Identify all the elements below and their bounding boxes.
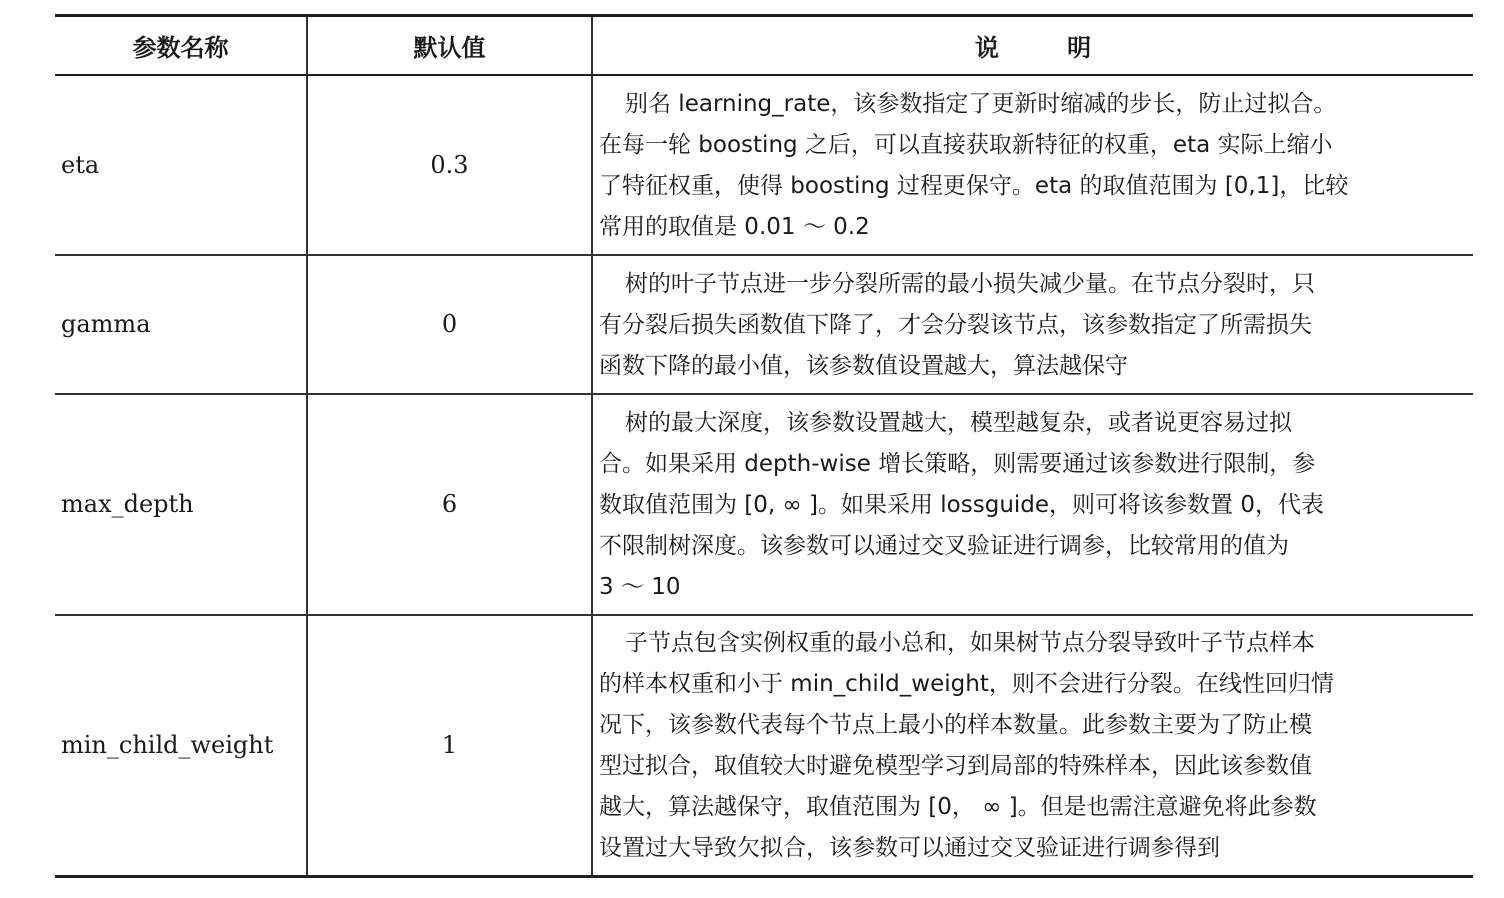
header-default-value: 默认值	[307, 16, 592, 75]
description-line: 别名 learning_rate，该参数指定了更新时缩减的步长，防止过拟合。	[625, 90, 1337, 117]
description-line: 有分裂后损失函数值下降了，才会分裂该节点，该参数指定了所需损失	[599, 311, 1312, 338]
description-line: 的样本权重和小于 min_child_weight，则不会进行分裂。在线性回归情	[599, 671, 1334, 698]
param-name-cell: eta	[55, 75, 307, 255]
description-line: 不限制树深度。该参数可以通过交叉验证进行调参，比较常用的值为	[599, 532, 1289, 559]
header-description: 说 明	[592, 16, 1473, 75]
default-value-cell: 1	[307, 615, 592, 877]
description-line: 数取值范围为 [0, ∞ ]。如果采用 lossguide，则可将该参数置 0，代表	[599, 491, 1324, 518]
param-name-cell: gamma	[55, 255, 307, 394]
description-line: 越大，算法越保守，取值范围为 [0， ∞ ]。但是也需注意避免将此参数	[599, 794, 1317, 821]
description-line: 函数下降的最小值，该参数值设置越大，算法越保守	[599, 352, 1128, 379]
description-line: 树的最大深度，该参数设置越大，模型越复杂，或者说更容易过拟	[625, 409, 1292, 436]
description-line: 3 ～ 10	[599, 573, 681, 600]
header-param-name: 参数名称	[55, 16, 307, 75]
description-line: 设置过大导致欠拟合，该参数可以通过交叉验证进行调参得到	[599, 835, 1220, 862]
parameter-table	[55, 14, 1473, 878]
default-value-cell: 0	[307, 255, 592, 394]
param-name-cell: max_depth	[55, 394, 307, 615]
table-row	[55, 394, 1473, 615]
description-line: 合。如果采用 depth-wise 增长策略，则需要通过该参数进行限制，参	[599, 450, 1316, 477]
description-line: 常用的取值是 0.01 ～ 0.2	[599, 213, 870, 240]
default-value-cell: 0.3	[307, 75, 592, 255]
table-row	[55, 255, 1473, 394]
description-cell	[592, 615, 1473, 877]
description-cell	[592, 255, 1473, 394]
param-name-cell: min_child_weight	[55, 615, 307, 877]
description-cell	[592, 394, 1473, 615]
table-row	[55, 75, 1473, 255]
description-cell	[592, 75, 1473, 255]
description-line: 树的叶子节点进一步分裂所需的最小损失减少量。在节点分裂时，只	[625, 270, 1315, 297]
description-line: 况下，该参数代表每个节点上最小的样本数量。此参数主要为了防止模	[599, 712, 1312, 739]
table-header-row	[55, 16, 1473, 75]
description-line: 在每一轮 boosting 之后，可以直接获取新特征的权重，eta 实际上缩小	[599, 131, 1333, 158]
description-line: 型过拟合，取值较大时避免模型学习到局部的特殊样本，因此该参数值	[599, 753, 1312, 780]
table-row	[55, 615, 1473, 877]
description-line: 子节点包含实例权重的最小总和，如果树节点分裂导致叶子节点样本	[625, 630, 1315, 657]
default-value-cell: 6	[307, 394, 592, 615]
description-line: 了特征权重，使得 boosting 过程更保守。eta 的取值范围为 [0,1]，比较	[599, 172, 1349, 199]
